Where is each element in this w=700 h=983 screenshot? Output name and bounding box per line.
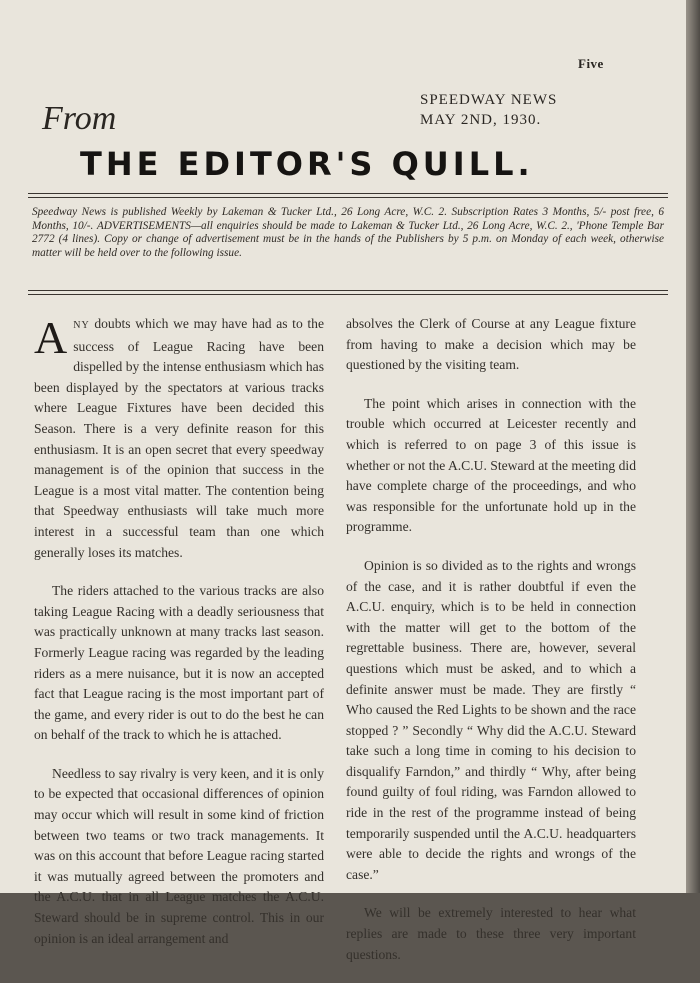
article-paragraph [34, 314, 324, 563]
drop-cap: A [34, 312, 68, 363]
top-rule-2 [28, 197, 668, 198]
bottom-rule-2 [28, 294, 668, 295]
article-paragraph: We will be extremely interested to hear what replies are made to these three very important questions. [346, 905, 636, 962]
from-heading: From [42, 100, 117, 137]
article-paragraph: Opinion is so divided as to the rights and wrongs of the case, and it is rather doubtful if even the A.C.U. enquiry, which is to be held in connection with the matter will get to the bottom of the regrettable business. There are, however, several questions which must be asked, and to which a definite answer must be made. They are firstly “ Who caused the Red Lights to be shown and the race stopped ? ” Secondly “ Why did the A.C.U. Steward take such a long time in coming to his decision to disqualify Farndon,” and thirdly “ Why, after being found guilty of foul riding, was Farndon allowed to ride in the rest of the programme instead of being temporarily suspended until the A.C.U. headquarters were able to decide the rights and wrongs of the case.” [346, 557, 636, 882]
column-title: THE EDITOR'S QUILL. [80, 145, 534, 183]
bottom-rule-1 [28, 290, 668, 291]
page-number: Five [578, 56, 604, 71]
article-paragraph: Needless to say rivalry is very keen, and it is only to be expected that occasional differences of opinion may occur which will result in some kind of friction between two teams or two track managements. It was on this account that before League racing started it was mutually agreed between the promoters and the A.C.U. that in all League matches the A.C.U. Steward should be in supreme control. This in our opinion is an ideal arrangement and [34, 765, 324, 946]
article-paragraph: The riders attached to the various tracks are also taking League Racing with a deadly seriousness that was practically unknown at many tracks last season. Formerly League racing was regarded by the leading riders as a mere nuisance, but it is now an accepted fact that League racing is the most important part of the game, and every rider is out to do the best he can on behalf of the track to which he is attached. [34, 583, 324, 743]
publication-block [420, 90, 557, 130]
lead-word: NY [73, 320, 90, 331]
article-right-column [346, 314, 636, 983]
page-edge-shadow [686, 0, 700, 893]
top-rule-1 [28, 193, 668, 194]
publisher-notice: Speedway News is published Weekly by Lakeman & Tucker Ltd., 26 Long Acre, W.C. 2. Subscription Rates 3 Months, 5/- post free, 6 Months, 10/-. ADVERTISEMENTS—all enquiries should be made to Lakeman & Tucker Ltd., 26 Long Acre, W.C. 2., 'Phone Temple Bar 2772 (4 lines). Copy or change of advertisement must be in the hands of the Publishers by 5 p.m. on Monday of each week, otherwise matter will be held over to the following issue. [32, 206, 664, 259]
publication-name: SPEEDWAY NEWS [420, 92, 558, 108]
issue-date: MAY 2ND, 1930. [420, 112, 542, 128]
paragraph-text: doubts which we may have had as to the success of League Racing have been dispelled by the intense enthusiasm which has been displayed by the spectators at various tracks where League Fixtures have been decided this Season. There is a very definite reason for this enthusiasm. It is an open secret that every speedway management is of the opinion that success in the League is a most vital matter. The contention being that Speedway enthusiasts will take much more interest in a successful team than one which generally loses its matches. [34, 316, 324, 560]
article-paragraph: absolves the Clerk of Course at any League fixture from having to make a decision which may be questioned by the visiting team. [346, 316, 636, 373]
article-paragraph: The point which arises in connection with the trouble which occurred at Leicester recently and which is referred to on page 3 of this issue is whether or not the A.C.U. Steward at the meeting did have complete charge of the proceedings, and who was responsible for the unfortunate hold up in the programme. [346, 395, 636, 535]
article-left-column [34, 314, 324, 967]
